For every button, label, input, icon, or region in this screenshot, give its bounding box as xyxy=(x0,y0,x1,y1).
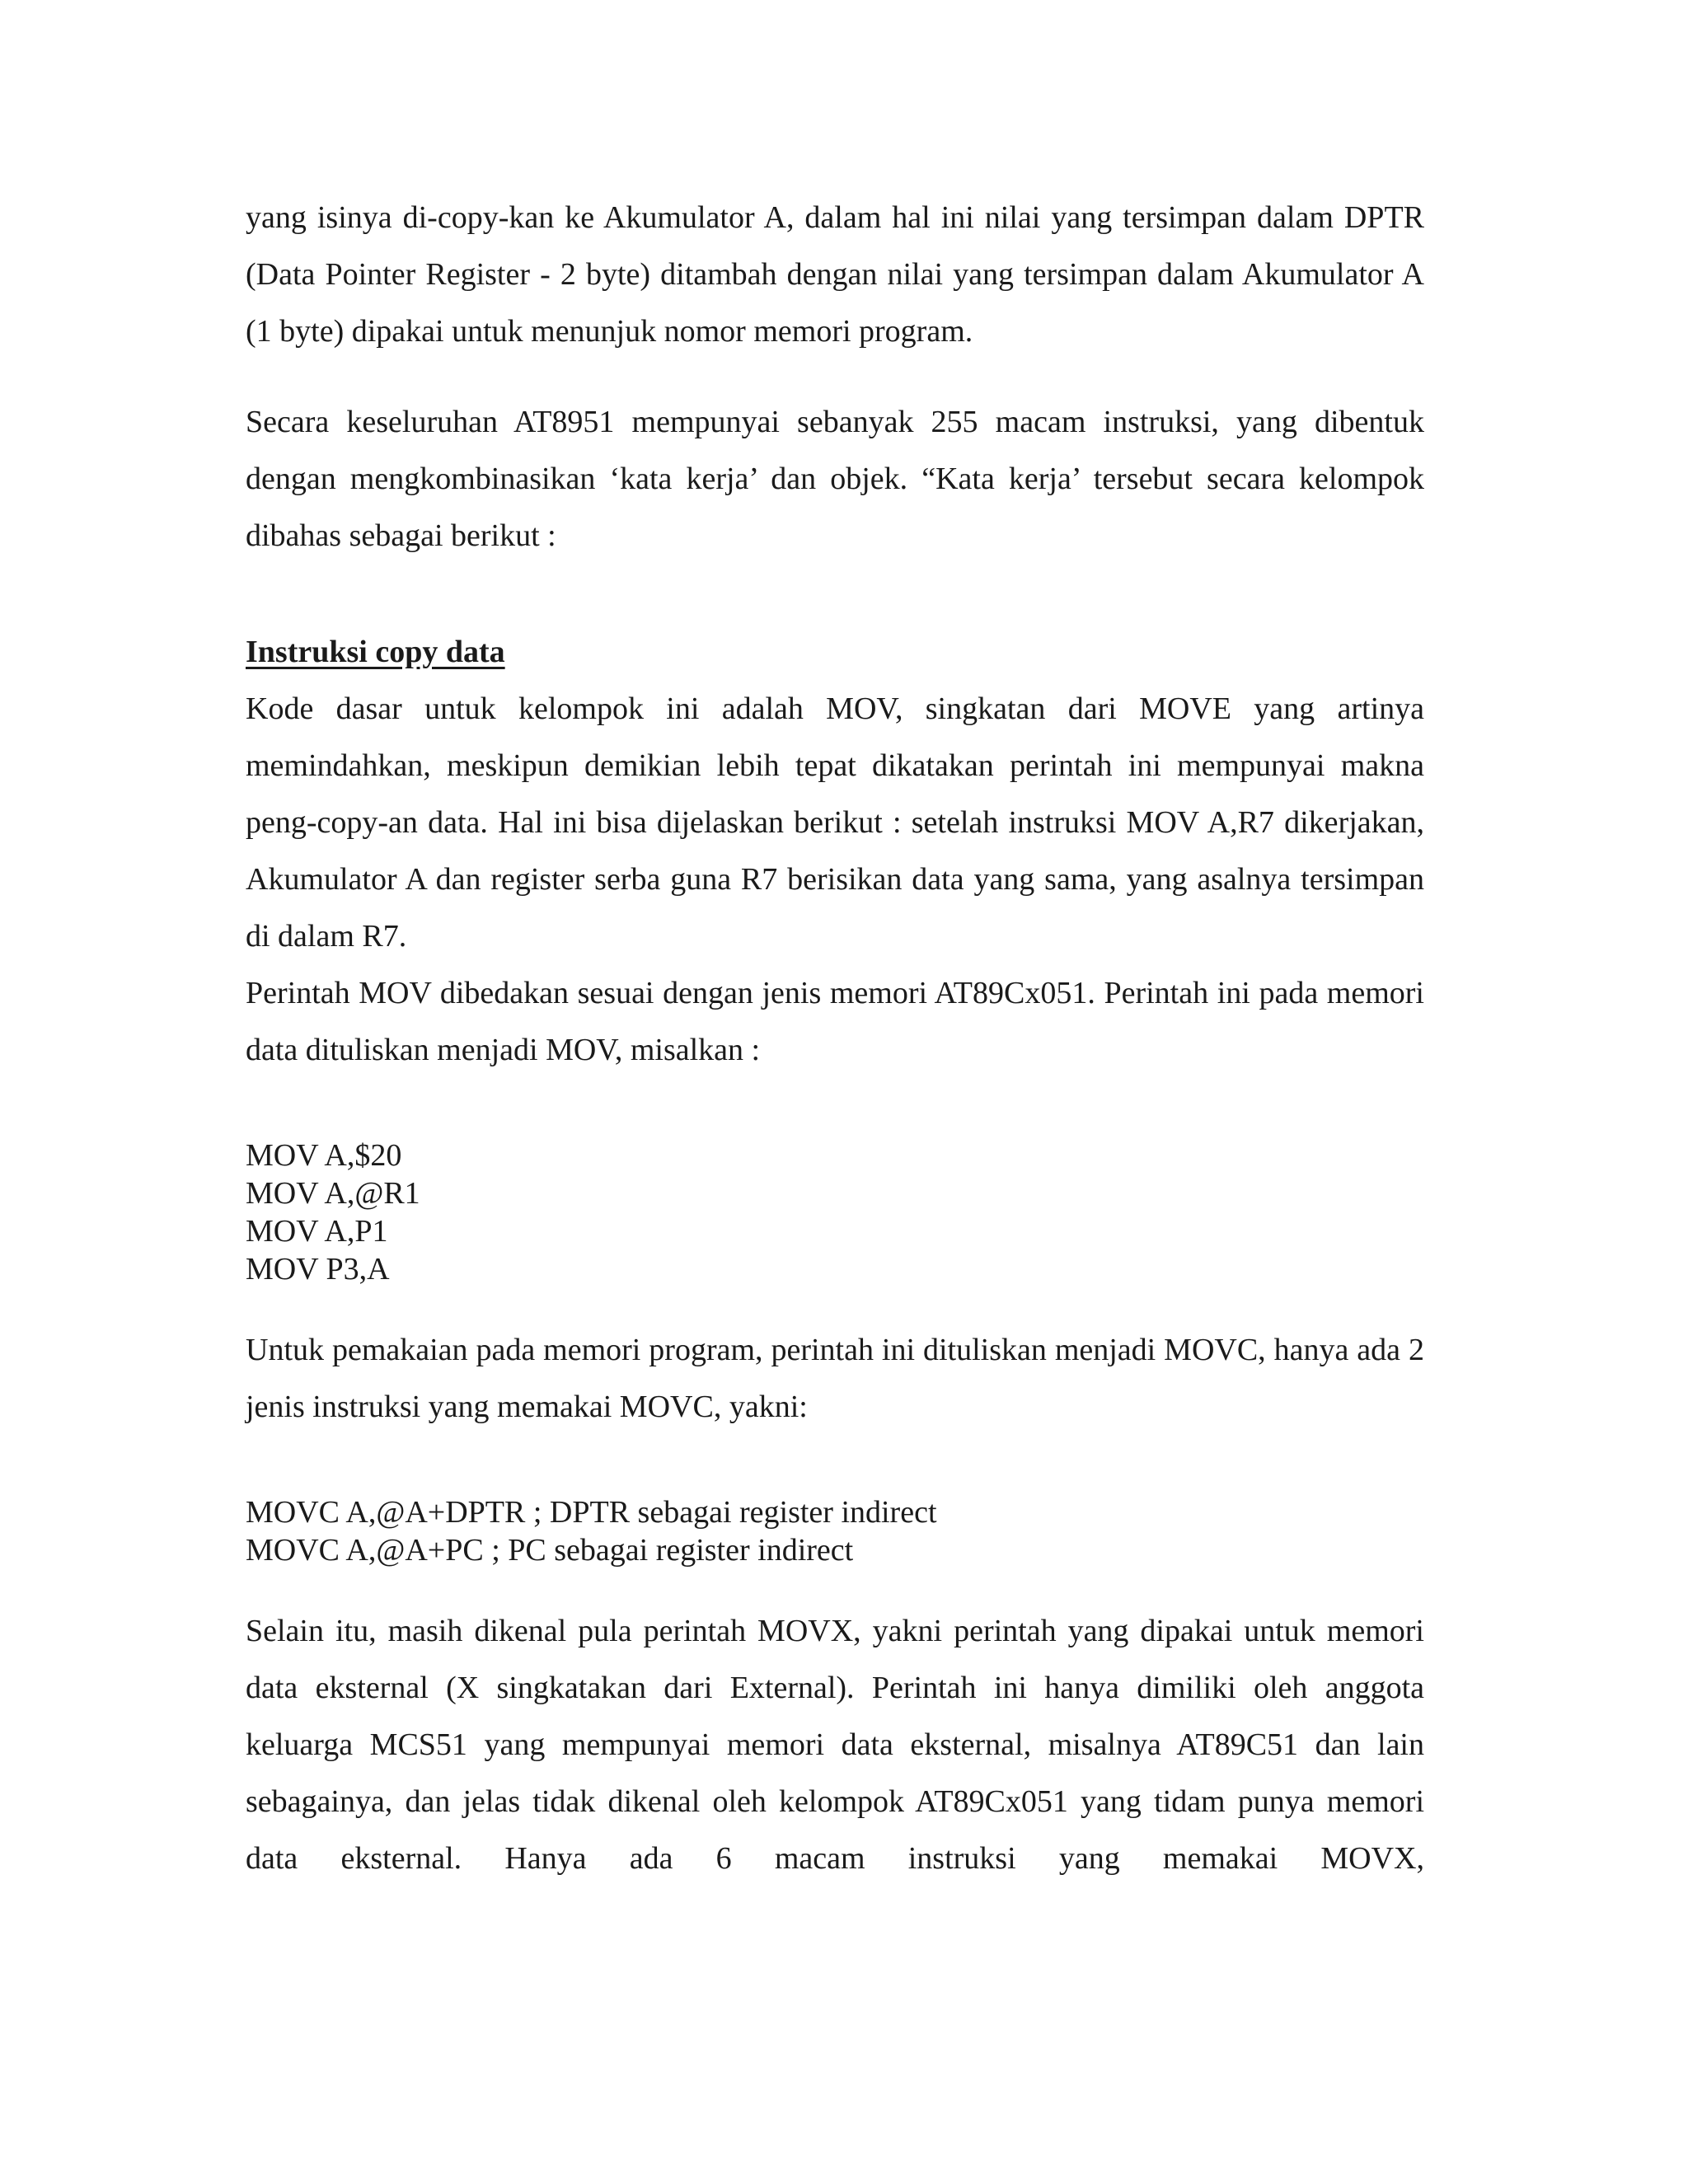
paragraph-mov-description: Kode dasar untuk kelompok ini adalah MOV, singkatan dari MOVE yang artinya memindahkan, meskipun demikian lebih tepat dikatakan perintah ini mempunyai makna peng-copy-an data. Hal ini bisa dijelaskan berikut : setelah instruksi MOV A,R7 dikerjakan, Akumulator A dan register serba guna R7 berisikan data yang sama, yang asalnya tersimpan di dalam R7. xyxy=(246,691,1424,954)
code-line: MOVC A,@A+DPTR ; DPTR sebagai register indirect xyxy=(246,1495,937,1530)
code-line: MOV A,$20 xyxy=(246,1138,402,1173)
paragraph-movx-description: Selain itu, masih dikenal pula perintah MOVX, yakni perintah yang dipakai untuk memori data eksternal (X singkatakan dari External). Perintah ini hanya dimiliki oleh anggota keluarga MCS51 yang mempunyai memori data eksternal, misalnya AT89C51 dan lain sebagainya, dan jelas tidak dikenal oleh kelompok AT89Cx051 yang tidam punya memori data eksternal. Hanya ada 6 macam instruksi yang memakai MOVX, xyxy=(246,1614,1424,1876)
spacer xyxy=(246,1569,1424,1603)
paragraph-dptr-explanation: yang isinya di-copy-kan ke Akumulator A, dalam hal ini nilai yang tersimpan dalam DPTR (Data Pointer Register - 2 byte) ditambah dengan nilai yang tersimpan dalam Akumulator A (1 byte) dipakai untuk menunjuk nomor memori program. xyxy=(246,200,1424,349)
code-line: MOVC A,@A+PC ; PC sebagai register indirect xyxy=(246,1533,854,1568)
spacer xyxy=(246,1288,1424,1322)
spacer xyxy=(246,1079,1424,1137)
document-page xyxy=(246,190,1424,1887)
spacer xyxy=(246,565,1424,624)
code-line: MOV P3,A xyxy=(246,1252,390,1286)
spacer xyxy=(246,360,1424,394)
code-line: MOV A,@R1 xyxy=(246,1176,420,1211)
code-block-mov-examples xyxy=(246,1137,1424,1288)
code-block-movc-examples xyxy=(246,1493,1424,1569)
section-heading-copy-data: Instruksi copy data xyxy=(246,635,505,669)
spacer xyxy=(246,1436,1424,1493)
paragraph-instruction-overview: Secara keseluruhan AT8951 mempunyai sebanyak 255 macam instruksi, yang dibentuk dengan mengkombinasikan ‘kata kerja’ dan objek. “Kata kerja’ tersebut secara kelompok dibahas sebagai berikut : xyxy=(246,405,1424,553)
paragraph-movc-description: Untuk pemakaian pada memori program, perintah ini dituliskan menjadi MOVC, hanya ada 2 jenis instruksi yang memakai MOVC, yakni: xyxy=(246,1333,1424,1424)
paragraph-mov-memory-types: Perintah MOV dibedakan sesuai dengan jenis memori AT89Cx051. Perintah ini pada memori data dituliskan menjadi MOV, misalkan : xyxy=(246,976,1424,1067)
code-line: MOV A,P1 xyxy=(246,1214,388,1249)
